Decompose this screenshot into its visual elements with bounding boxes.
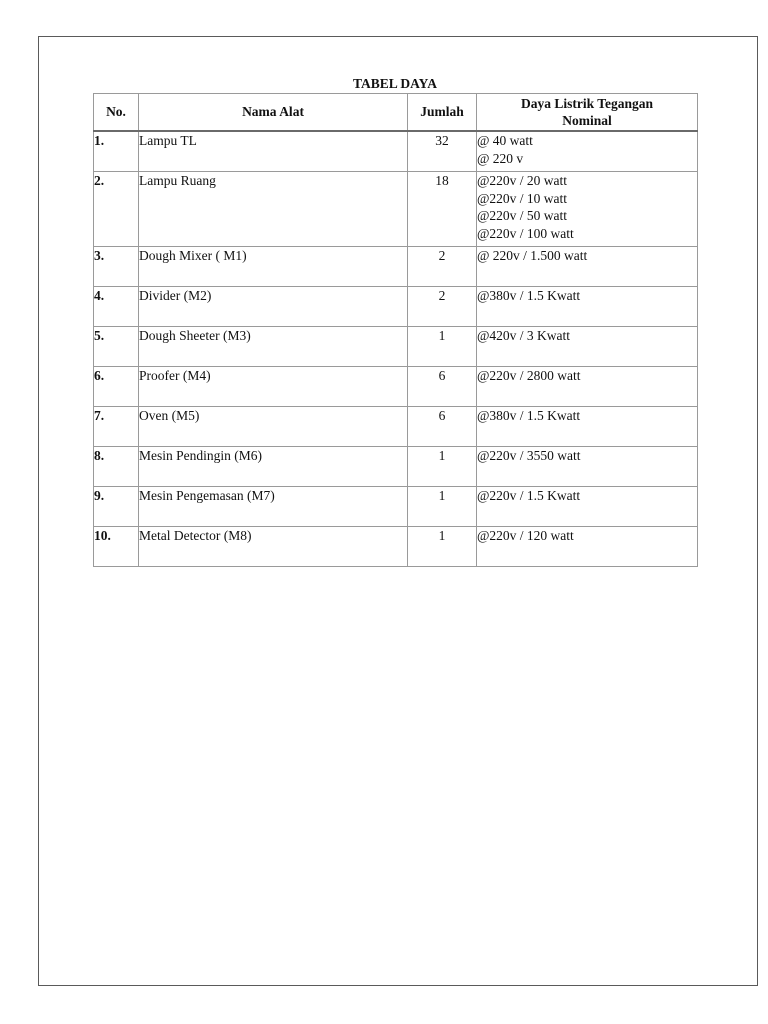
cell-nama-alat: Dough Mixer ( M1) (139, 247, 408, 287)
table-title: TABEL DAYA (353, 76, 437, 91)
cell-nama-alat: Lampu TL (139, 131, 408, 172)
cell-jumlah: 2 (408, 287, 477, 327)
cell-daya-listrik (477, 131, 698, 172)
cell-nama-alat: Metal Detector (M8) (139, 527, 408, 567)
cell-daya-listrik (477, 527, 698, 567)
cell-no: 1. (94, 131, 139, 172)
power-table (93, 93, 698, 567)
header-daya-line1: Daya Listrik Tegangan (520, 95, 654, 111)
daya-value: @220v / 50 watt (477, 208, 568, 223)
cell-daya-listrik (477, 172, 698, 247)
daya-value: @380v / 1.5 Kwatt (477, 408, 581, 423)
header-daya-line2: Nominal (562, 113, 612, 128)
cell-jumlah: 6 (408, 367, 477, 407)
table-body (94, 131, 698, 567)
cell-daya-listrik (477, 447, 698, 487)
cell-no: 9. (94, 487, 139, 527)
cell-jumlah: 1 (408, 327, 477, 367)
daya-value: @220v / 120 watt (477, 528, 574, 543)
cell-jumlah: 1 (408, 527, 477, 567)
cell-jumlah: 1 (408, 487, 477, 527)
cell-no: 6. (94, 367, 139, 407)
cell-jumlah: 2 (408, 247, 477, 287)
cell-daya-listrik (477, 407, 698, 447)
cell-no: 7. (94, 407, 139, 447)
cell-daya-listrik (477, 327, 698, 367)
table-row (94, 247, 698, 287)
daya-value: @ 220v / 1.500 watt (477, 248, 588, 263)
table-header-row (94, 94, 698, 132)
daya-value: @220v / 3550 watt (477, 448, 581, 463)
cell-no: 3. (94, 247, 139, 287)
cell-nama-alat: Proofer (M4) (139, 367, 408, 407)
table-row (94, 287, 698, 327)
cell-no: 8. (94, 447, 139, 487)
daya-value: @380v / 1.5 Kwatt (477, 288, 581, 303)
header-no: No. (94, 94, 139, 132)
cell-no: 10. (94, 527, 139, 567)
table-row (94, 527, 698, 567)
daya-value: @220v / 2800 watt (477, 368, 581, 383)
header-nama-alat: Nama Alat (139, 94, 408, 132)
cell-daya-listrik (477, 487, 698, 527)
table-row (94, 172, 698, 247)
header-jumlah: Jumlah (408, 94, 477, 132)
cell-daya-listrik (477, 287, 698, 327)
daya-value: @220v / 20 watt (477, 173, 568, 188)
cell-nama-alat: Lampu Ruang (139, 172, 408, 247)
daya-value: @ 40 watt (477, 133, 533, 148)
cell-jumlah: 6 (408, 407, 477, 447)
cell-nama-alat: Divider (M2) (139, 287, 408, 327)
cell-jumlah: 32 (408, 131, 477, 172)
table-row (94, 367, 698, 407)
daya-value: @ 220 v (477, 150, 524, 166)
header-daya-listrik (477, 94, 698, 132)
table-row (94, 487, 698, 527)
cell-daya-listrik (477, 367, 698, 407)
cell-no: 2. (94, 172, 139, 247)
table-row (94, 131, 698, 172)
cell-nama-alat: Mesin Pengemasan (M7) (139, 487, 408, 527)
daya-value: @220v / 10 watt (477, 190, 568, 206)
cell-nama-alat: Oven (M5) (139, 407, 408, 447)
cell-no: 5. (94, 327, 139, 367)
daya-value: @220v / 1.5 Kwatt (477, 488, 581, 503)
cell-jumlah: 18 (408, 172, 477, 247)
cell-daya-listrik (477, 247, 698, 287)
cell-no: 4. (94, 287, 139, 327)
table-row (94, 407, 698, 447)
daya-value: @420v / 3 Kwatt (477, 328, 571, 343)
daya-value: @220v / 100 watt (477, 225, 574, 241)
cell-jumlah: 1 (408, 447, 477, 487)
cell-nama-alat: Dough Sheeter (M3) (139, 327, 408, 367)
table-row (94, 447, 698, 487)
cell-nama-alat: Mesin Pendingin (M6) (139, 447, 408, 487)
table-row (94, 327, 698, 367)
